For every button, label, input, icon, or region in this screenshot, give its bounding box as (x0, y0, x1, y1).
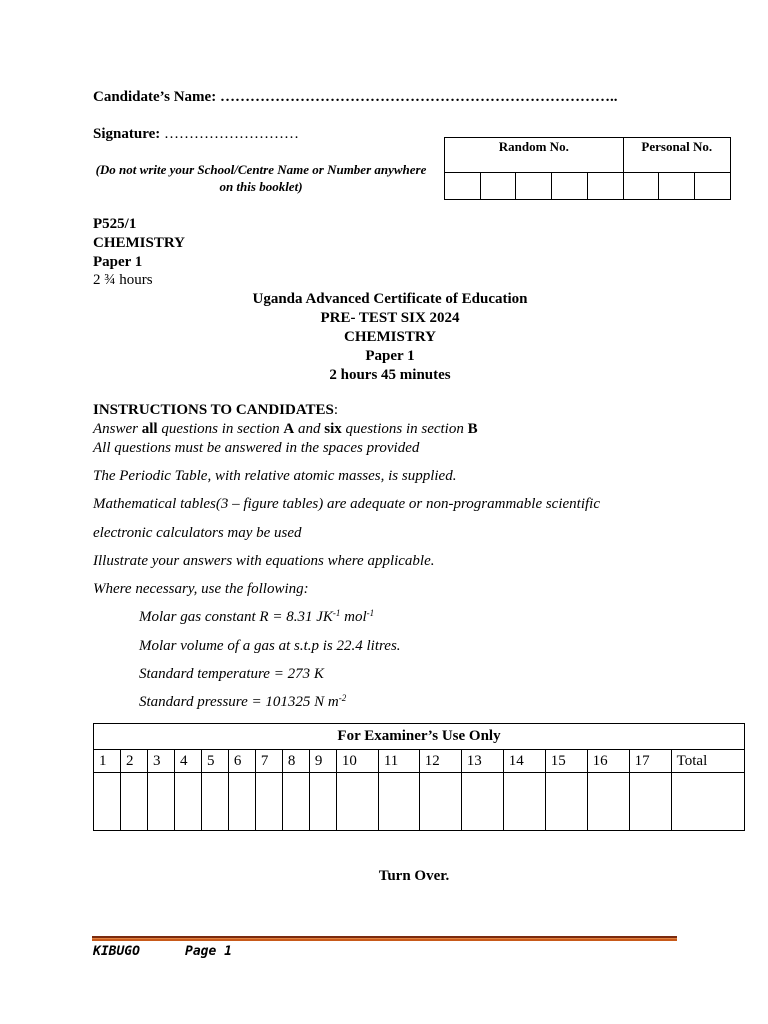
question-number-cell: 1 (94, 750, 121, 773)
question-number-cell: 16 (587, 750, 629, 773)
question-number-cell: 14 (503, 750, 545, 773)
mark-cell (545, 773, 587, 831)
question-number-cell: 13 (461, 750, 503, 773)
question-number-cell: 4 (174, 750, 201, 773)
mark-cell (201, 773, 228, 831)
question-number-cell: 17 (629, 750, 671, 773)
instruction-text: questions in section (341, 421, 468, 437)
question-number-cell: 7 (255, 750, 282, 773)
constant-gas-unit: mol (340, 609, 367, 625)
footer-rule-inner (92, 938, 677, 939)
instructions-heading-text: INSTRUCTIONS TO CANDIDATES (93, 402, 334, 418)
constant-molar-volume: Molar volume of a gas at s.t.p is 22.4 litres. (139, 638, 401, 654)
constant-pressure-text: Standard pressure = 101325 N m (139, 694, 339, 710)
signature-field (93, 126, 299, 143)
candidate-name-dots: …………………………………………………………………….. (219, 89, 618, 105)
constant-gas-text: Molar gas constant R = 8.31 JK (139, 609, 333, 625)
paper-duration: 2 ¾ hours (93, 272, 153, 288)
question-number-cell: 11 (378, 750, 419, 773)
candidate-id-table (444, 137, 731, 200)
question-number-cell: 8 (282, 750, 309, 773)
personal-number-box (695, 173, 731, 200)
subject-name: CHEMISTRY (93, 235, 185, 251)
exam-board-title: Uganda Advanced Certificate of Education (252, 291, 528, 307)
mark-cell (309, 773, 336, 831)
instruction-line-5: electronic calculators may be used (93, 525, 302, 541)
exam-subject-title: CHEMISTRY (344, 329, 436, 345)
constant-std-temperature: Standard temperature = 273 K (139, 666, 324, 682)
instruction-emphasis: A (283, 421, 295, 437)
exam-series-title: PRE- TEST SIX 2024 (320, 310, 460, 326)
instruction-emphasis: all (141, 421, 158, 437)
total-mark-cell (671, 773, 744, 831)
mark-cell (629, 773, 671, 831)
mark-cell (282, 773, 309, 831)
constant-gas-exponent: -1 (332, 608, 341, 618)
personal-number-header: Personal No. (623, 138, 730, 173)
instruction-line-7: Where necessary, use the following: (93, 581, 309, 597)
instruction-emphasis: B (467, 421, 478, 437)
question-number-cell: 9 (309, 750, 336, 773)
constant-gas (139, 609, 374, 626)
mark-cell (147, 773, 174, 831)
booklet-note: (Do not write your School/Centre Name or Number anywhere on this booklet) (95, 162, 427, 194)
paper-number: Paper 1 (93, 254, 143, 270)
instructions-heading-colon: : (333, 402, 339, 418)
instruction-text: and (294, 421, 325, 437)
question-number-cell: 10 (336, 750, 378, 773)
question-number-cell: 5 (201, 750, 228, 773)
random-number-header: Random No. (445, 138, 624, 173)
mark-cell (378, 773, 419, 831)
mark-cell (174, 773, 201, 831)
instruction-line-6: Illustrate your answers with equations where applicable. (93, 553, 435, 569)
instruction-line-2: All questions must be answered in the spaces provided (93, 440, 420, 456)
instruction-text: Answer (93, 421, 142, 437)
total-header-cell: Total (671, 750, 744, 773)
instruction-emphasis: six (324, 421, 342, 437)
mark-cell (120, 773, 147, 831)
question-number-cell: 2 (120, 750, 147, 773)
candidate-name-field (93, 89, 617, 106)
mark-cell (503, 773, 545, 831)
instructions-heading (93, 402, 338, 419)
question-number-cell: 3 (147, 750, 174, 773)
examiner-table-title: For Examiner’s Use Only (94, 724, 745, 750)
random-number-box (480, 173, 516, 200)
signature-dots: ……………………… (163, 126, 299, 142)
random-number-box (445, 173, 481, 200)
personal-number-box (659, 173, 695, 200)
exam-paper-title: Paper 1 (365, 348, 415, 364)
paper-code: P525/1 (93, 216, 137, 232)
mark-cell (419, 773, 461, 831)
constant-gas-exponent: -1 (366, 608, 375, 618)
mark-cell (461, 773, 503, 831)
constant-std-pressure (139, 694, 346, 711)
instruction-line-4: Mathematical tables(3 – figure tables) are adequate or non-programmable scientific (93, 496, 600, 512)
question-number-cell: 12 (419, 750, 461, 773)
mark-cell (587, 773, 629, 831)
turn-over-text: Turn Over. (378, 868, 450, 884)
question-number-cell: 6 (228, 750, 255, 773)
signature-label: Signature: (93, 126, 161, 142)
random-number-box (516, 173, 552, 200)
personal-number-box (623, 173, 659, 200)
instruction-line-3: The Periodic Table, with relative atomic masses, is supplied. (93, 468, 457, 484)
instruction-line-1 (93, 421, 478, 438)
random-number-box (587, 173, 623, 200)
mark-cell (336, 773, 378, 831)
exam-duration-title: 2 hours 45 minutes (329, 367, 451, 383)
footer-school-name: KIBUGO (93, 944, 140, 959)
random-number-box (552, 173, 588, 200)
footer-page-number: Page 1 (185, 944, 232, 959)
candidate-name-label: Candidate’s Name: (93, 89, 217, 105)
examiner-use-table (93, 723, 745, 831)
constant-pressure-exponent: -2 (338, 693, 347, 703)
mark-cell (94, 773, 121, 831)
mark-cell (255, 773, 282, 831)
instruction-text: questions in section (157, 421, 284, 437)
mark-cell (228, 773, 255, 831)
question-number-cell: 15 (545, 750, 587, 773)
